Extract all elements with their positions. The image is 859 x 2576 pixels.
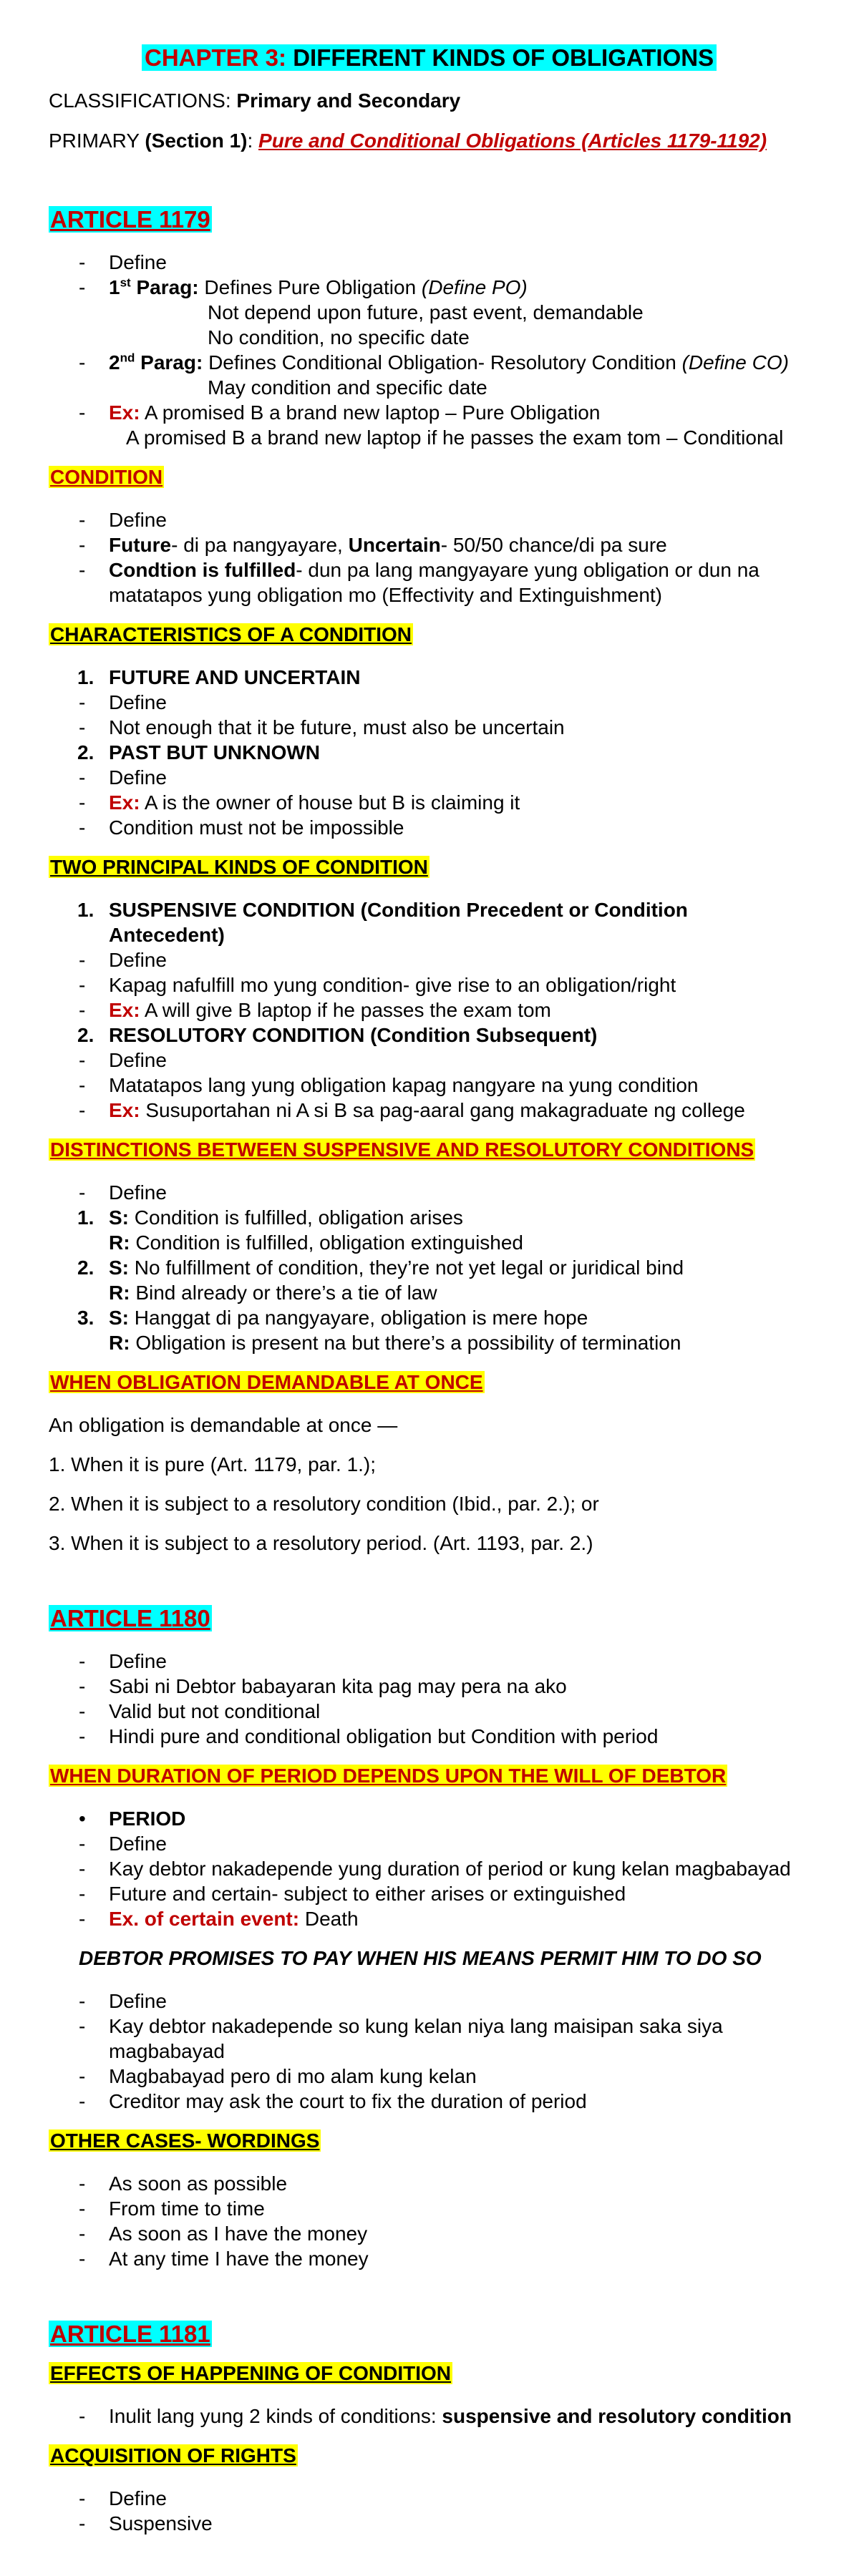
dash-marker: - — [79, 2015, 86, 2037]
distinctions-heading-line — [49, 1138, 755, 1162]
r-label: R: — [109, 1231, 130, 1254]
lead-num: 1 — [109, 276, 120, 298]
lead-num: 2 — [109, 351, 120, 374]
s-label: S: — [109, 1307, 129, 1329]
characteristics-heading: CHARACTERISTICS OF A CONDITION — [50, 623, 412, 645]
list-item: At any time I have the money — [109, 2248, 369, 2270]
list-item — [109, 1098, 745, 1123]
numbered-heading: PAST BUT UNKNOWN — [109, 741, 321, 763]
item-text: A will give B laptop if he passes the exam tom — [140, 999, 551, 1021]
list-item: Magbabayad pero di mo alam kung kelan — [109, 2065, 477, 2087]
dash-marker: - — [79, 1858, 86, 1880]
list-item-continuation: A promised B a brand new laptop if he passes the exam tom – Conditional — [126, 426, 784, 449]
list-item: As soon as possible — [109, 2172, 288, 2195]
dash-marker: - — [79, 999, 86, 1021]
item-text: Defines Pure Obligation — [198, 276, 422, 298]
distinction-resolutory — [109, 1281, 437, 1305]
list-number: 1. — [77, 1206, 94, 1229]
other-cases-heading-line — [49, 2129, 321, 2153]
numbered-heading: SUSPENSIVE CONDITION (Condition Precedent or Condition — [109, 899, 688, 921]
dash-marker: - — [79, 1181, 86, 1204]
list-item: Define — [109, 1990, 167, 2012]
list-item-continuation: May condition and specific date — [208, 376, 487, 399]
condition-heading-line — [49, 465, 164, 489]
s-text: No fulfillment of condition, they’re not yet legal or juridical bind — [129, 1257, 684, 1279]
dash-marker: - — [79, 2512, 86, 2534]
dash-marker: - — [79, 2172, 86, 2195]
item-text: Susuportahan ni A si B sa pag-aaral gang makagraduate ng college — [140, 1099, 745, 1121]
paragraph: 3. When it is subject to a resolutory period. (Art. 1193, par. 2.) — [49, 1532, 593, 1554]
dash-marker: - — [79, 766, 86, 789]
primary-value: Pure and Conditional Obligations (Articles 1179-1192) — [258, 130, 767, 152]
primary-colon: : — [247, 130, 253, 152]
dash-marker: - — [79, 534, 86, 556]
distinction-resolutory — [109, 1231, 523, 1255]
list-number: 3. — [77, 1307, 94, 1329]
lead-rest: Parag: — [130, 276, 199, 298]
dash-marker: - — [79, 2065, 86, 2087]
list-item: Define — [109, 949, 167, 971]
effects-heading: EFFECTS OF HAPPENING OF CONDITION — [50, 2362, 452, 2384]
dash-marker: - — [79, 2248, 86, 2270]
list-item: Define — [109, 1650, 167, 1672]
characteristics-heading-line — [49, 623, 413, 647]
list-item — [109, 533, 667, 557]
list-item-continuation: No condition, no specific date — [208, 326, 470, 348]
lead-sup: nd — [120, 351, 135, 365]
classifications-line — [49, 89, 460, 113]
article-1179-title — [49, 208, 212, 233]
list-item — [109, 275, 528, 300]
list-item: Define — [109, 251, 167, 273]
list-item-continuation: magbabayad — [109, 2040, 225, 2062]
dash-marker: - — [79, 974, 86, 996]
list-item: Hindi pure and conditional obligation but Condition with period — [109, 1725, 659, 1747]
distinction-suspensive — [109, 1256, 684, 1280]
list-number: 1. — [77, 899, 94, 921]
dash-marker: - — [79, 1074, 86, 1096]
two-kinds-heading: TWO PRINCIPAL KINDS OF CONDITION — [50, 856, 428, 878]
list-item — [109, 791, 520, 815]
paragraph: An obligation is demandable at once — — [49, 1414, 398, 1436]
condition-heading: CONDITION — [50, 466, 163, 488]
list-item: Sabi ni Debtor babayaran kita pag may pera na ako — [109, 1675, 567, 1697]
list-item: Condition must not be impossible — [109, 816, 404, 839]
dash-marker: - — [79, 816, 86, 839]
list-item-continuation: matatapos yung obligation mo (Effectivity and Extinguishment) — [109, 584, 663, 606]
list-item: Define — [109, 509, 167, 531]
item-text: - dun pa lang mangyayare yung obligation or dun na — [296, 559, 759, 581]
item-text: A is the owner of house but B is claiming it — [140, 791, 520, 814]
chapter-label: CHAPTER 3: — [145, 44, 287, 71]
list-item: Future and certain- subject to either arises or extinguished — [109, 1883, 626, 1905]
chapter-heading — [142, 44, 717, 71]
list-item: Suspensive — [109, 2512, 213, 2534]
duration-heading: WHEN DURATION OF PERIOD DEPENDS UPON THE WILL OF DEBTOR — [50, 1765, 727, 1787]
list-item: Creditor may ask the court to fix the duration of period — [109, 2090, 587, 2112]
list-item-continuation: Not depend upon future, past event, demandable — [208, 301, 644, 323]
s-text: Hanggat di pa nangyayare, obligation is mere hope — [129, 1307, 588, 1329]
dash-marker: - — [79, 691, 86, 713]
list-item — [109, 401, 600, 425]
s-text: Condition is fulfilled, obligation arises — [129, 1206, 463, 1229]
dash-marker: - — [79, 1700, 86, 1722]
list-item — [109, 1907, 359, 1931]
r-label: R: — [109, 1282, 130, 1304]
classifications-label: CLASSIFICATIONS: — [49, 89, 231, 112]
duration-heading-line — [49, 1764, 727, 1788]
dash-marker: - — [79, 1908, 86, 1930]
dash-marker: - — [79, 716, 86, 738]
paragraph: 1. When it is pure (Art. 1179, par. 1.); — [49, 1453, 377, 1475]
numbered-heading-continuation: Antecedent) — [109, 924, 225, 946]
dash-marker: - — [79, 276, 86, 298]
item-text: Inulit lang yung 2 kinds of conditions: — [109, 2405, 442, 2427]
dash-marker: - — [79, 1833, 86, 1855]
effects-heading-line — [49, 2361, 452, 2386]
primary-section: (Section 1) — [145, 130, 248, 152]
example-label: Ex. of certain event: — [109, 1908, 300, 1930]
r-text: Bind already or there’s a tie of law — [130, 1282, 437, 1304]
bullet-marker: • — [79, 1807, 86, 1830]
list-number: 2. — [77, 741, 94, 763]
s-label: S: — [109, 1206, 129, 1229]
list-number: 2. — [77, 1257, 94, 1279]
numbered-heading: FUTURE AND UNCERTAIN — [109, 666, 361, 688]
dash-marker: - — [79, 791, 86, 814]
list-item: Define — [109, 1833, 167, 1855]
dash-marker: - — [79, 351, 86, 374]
item-text: - di pa nangyayare, — [171, 534, 349, 556]
chapter-name: DIFFERENT KINDS OF OBLIGATIONS — [293, 44, 714, 71]
dash-marker: - — [79, 1650, 86, 1672]
demandable-heading: WHEN OBLIGATION DEMANDABLE AT ONCE — [50, 1371, 483, 1393]
list-item — [109, 2404, 792, 2429]
s-label: S: — [109, 1257, 129, 1279]
lead-rest: Parag: — [135, 351, 203, 374]
article-1180-title — [49, 1606, 212, 1632]
bold-term: Condtion is fulfilled — [109, 559, 296, 581]
dash-marker: - — [79, 1883, 86, 1905]
dash-marker: - — [79, 1675, 86, 1697]
article-1179-heading: ARTICLE 1179 — [50, 206, 210, 233]
dash-marker: - — [79, 2197, 86, 2220]
acquisition-heading-line — [49, 2444, 298, 2468]
item-text: - 50/50 chance/di pa sure — [440, 534, 667, 556]
item-italic: (Define PO) — [421, 276, 528, 298]
item-italic: (Define CO) — [681, 351, 789, 374]
dash-marker: - — [79, 949, 86, 971]
article-1181-title — [49, 2322, 212, 2348]
dash-marker: - — [79, 1990, 86, 2012]
distinction-suspensive — [109, 1206, 463, 1230]
chapter-title — [142, 46, 717, 72]
r-label: R: — [109, 1332, 130, 1354]
bullet-heading: PERIOD — [109, 1807, 186, 1830]
dash-marker: - — [79, 1099, 86, 1121]
bold-term: Future — [109, 534, 172, 556]
list-item: Kapag nafulfill mo yung condition- give rise to an obligation/right — [109, 974, 676, 996]
list-item — [109, 558, 759, 582]
item-text: Defines Conditional Obligation- Resolutory Condition — [203, 351, 682, 374]
article-1181-heading: ARTICLE 1181 — [50, 2321, 210, 2347]
list-item: Valid but not conditional — [109, 1700, 321, 1722]
dash-marker: - — [79, 559, 86, 581]
primary-line — [49, 129, 767, 153]
dash-marker: - — [79, 2223, 86, 2245]
classifications-value: Primary and Secondary — [236, 89, 461, 112]
list-item: From time to time — [109, 2197, 265, 2220]
distinctions-heading: DISTINCTIONS BETWEEN SUSPENSIVE AND RESOLUTORY CONDITIONS — [50, 1138, 754, 1161]
dash-marker: - — [79, 401, 86, 424]
acquisition-heading: ACQUISITION OF RIGHTS — [50, 2444, 296, 2467]
list-item: Matatapos lang yung obligation kapag nangyare na yung condition — [109, 1074, 699, 1096]
example-label: Ex: — [109, 999, 140, 1021]
primary-label: PRIMARY — [49, 130, 140, 152]
list-item: Kay debtor nakadepende so kung kelan niya lang maisipan saka siya — [109, 2015, 723, 2037]
dash-marker: - — [79, 251, 86, 273]
item-text: Death — [299, 1908, 359, 1930]
item-lead — [109, 351, 203, 374]
list-number: 1. — [77, 666, 94, 688]
list-item: Define — [109, 766, 167, 789]
list-item: Not enough that it be future, must also be uncertain — [109, 716, 565, 738]
r-text: Condition is fulfilled, obligation extinguished — [130, 1231, 524, 1254]
r-text: Obligation is present na but there’s a possibility of termination — [130, 1332, 681, 1354]
paragraph: 2. When it is subject to a resolutory condition (Ibid., par. 2.); or — [49, 1493, 599, 1515]
two-kinds-heading-line — [49, 855, 430, 879]
example-label: Ex: — [109, 401, 140, 424]
dash-marker: - — [79, 2487, 86, 2509]
dash-marker: - — [79, 2090, 86, 2112]
list-item: As soon as I have the money — [109, 2223, 368, 2245]
item-text: A promised B a brand new laptop – Pure Obligation — [140, 401, 601, 424]
other-cases-heading: OTHER CASES- WORDINGS — [50, 2129, 320, 2152]
demandable-heading-line — [49, 1370, 485, 1395]
dash-marker: - — [79, 2405, 86, 2427]
list-item: Define — [109, 2487, 167, 2509]
list-number: 2. — [77, 1024, 94, 1046]
distinction-resolutory — [109, 1331, 681, 1355]
example-label: Ex: — [109, 1099, 140, 1121]
article-1180-heading: ARTICLE 1180 — [50, 1605, 210, 1631]
list-item: Define — [109, 1049, 167, 1071]
dash-marker: - — [79, 1725, 86, 1747]
subheading: DEBTOR PROMISES TO PAY WHEN HIS MEANS PERMIT HIM TO DO SO — [79, 1947, 762, 1969]
list-item: Kay debtor nakadepende yung duration of period or kung kelan magbabayad — [109, 1858, 791, 1880]
lead-sup: st — [120, 275, 131, 290]
example-label: Ex: — [109, 791, 140, 814]
bold-term: suspensive and resolutory condition — [442, 2405, 792, 2427]
numbered-heading: RESOLUTORY CONDITION (Condition Subsequent) — [109, 1024, 598, 1046]
list-item: Define — [109, 691, 167, 713]
dash-marker: - — [79, 1049, 86, 1071]
bold-term: Uncertain — [348, 534, 441, 556]
item-lead — [109, 276, 199, 298]
list-item — [109, 351, 789, 375]
list-item: Define — [109, 1181, 167, 1204]
dash-marker: - — [79, 509, 86, 531]
distinction-suspensive — [109, 1306, 588, 1330]
list-item — [109, 998, 551, 1023]
